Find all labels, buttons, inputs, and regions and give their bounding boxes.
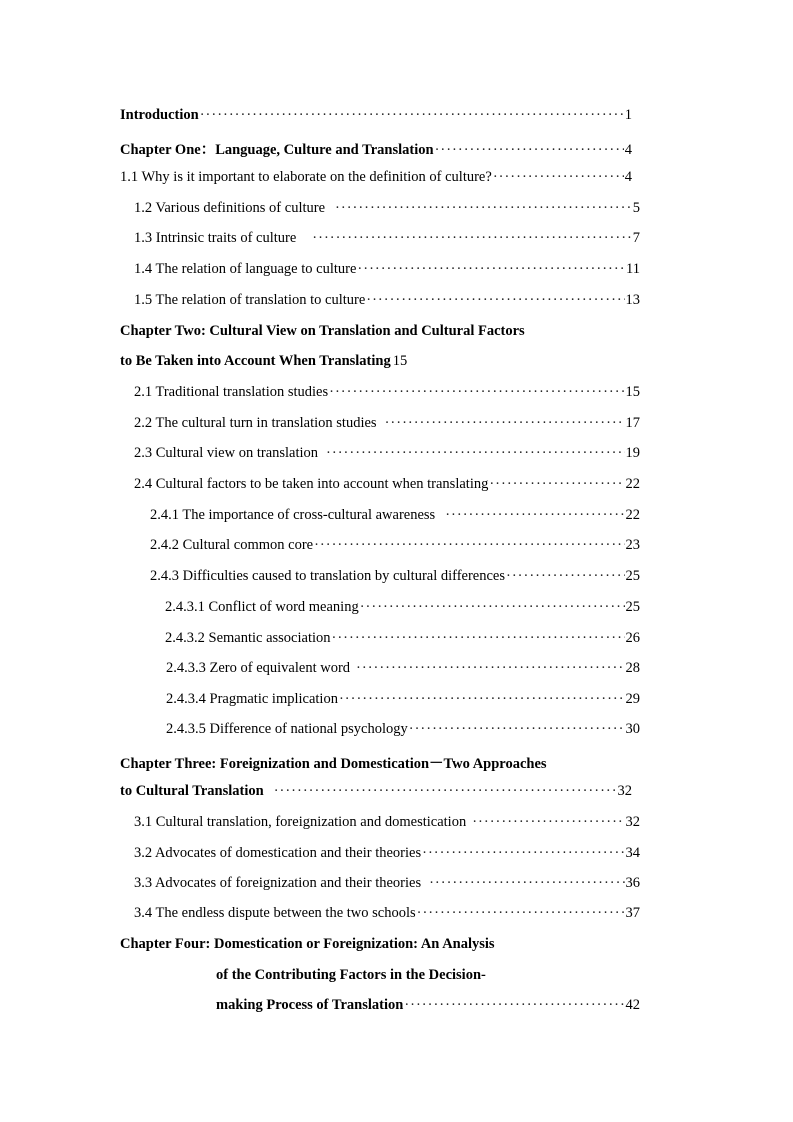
toc-entry-title: 2.4.1 The importance of cross-cultural awareness bbox=[150, 507, 436, 523]
toc-entry-title: 2.4.3.1 Conflict of word meaning bbox=[165, 599, 359, 615]
toc-entry-title: Chapter Three: Foreignization and Domestication－Two Approaches bbox=[120, 756, 547, 772]
toc-entry[interactable] bbox=[120, 353, 632, 375]
toc-entry[interactable] bbox=[134, 845, 640, 867]
dot-leader bbox=[417, 905, 625, 922]
toc-entry[interactable] bbox=[150, 507, 640, 529]
toc-entry[interactable] bbox=[120, 169, 632, 191]
toc-entry[interactable] bbox=[150, 568, 640, 590]
toc-entry-page: 30 bbox=[625, 721, 640, 737]
toc-entry[interactable] bbox=[120, 783, 632, 805]
dot-leader bbox=[429, 875, 624, 892]
toc-entry[interactable] bbox=[216, 997, 640, 1019]
toc-entry-page: 7 bbox=[632, 230, 640, 246]
toc-entry-title: 2.1 Traditional translation studies bbox=[134, 384, 329, 400]
toc-entry-page: 37 bbox=[625, 905, 640, 921]
toc-entry-title: 2.4.3.4 Pragmatic implication bbox=[166, 691, 338, 707]
toc-entry-title: 2.2 The cultural turn in translation studies bbox=[134, 415, 377, 431]
toc-entry[interactable] bbox=[134, 445, 640, 467]
toc-entry[interactable] bbox=[134, 814, 640, 836]
toc-entry-page: 32 bbox=[625, 814, 640, 830]
toc-entry-page: 15 bbox=[625, 384, 640, 400]
toc-entry-title: Chapter Four: Domestication or Foreignization: An Analysis bbox=[120, 936, 495, 952]
toc-entry[interactable] bbox=[120, 752, 632, 774]
toc-entry-page: 23 bbox=[625, 537, 640, 553]
toc-entry-page: 22 bbox=[625, 476, 640, 492]
toc-entry[interactable] bbox=[120, 138, 632, 160]
dot-leader bbox=[472, 814, 624, 831]
toc-entry-title: 3.1 Cultural translation, foreignization and domestication bbox=[134, 814, 467, 830]
toc-entry[interactable] bbox=[134, 292, 640, 314]
toc-entry-page: 32 bbox=[617, 783, 632, 799]
toc-entry-title: 2.3 Cultural view on translation bbox=[134, 445, 319, 461]
toc-entry[interactable] bbox=[165, 630, 640, 652]
dot-leader bbox=[385, 415, 625, 432]
dot-leader bbox=[314, 537, 624, 554]
dot-leader bbox=[274, 783, 617, 800]
toc-entry[interactable] bbox=[120, 107, 632, 129]
toc-entry-page: 15 bbox=[392, 353, 408, 369]
toc-entry-page: 17 bbox=[625, 415, 640, 431]
toc-entry[interactable] bbox=[134, 230, 640, 252]
toc-entry[interactable] bbox=[134, 200, 640, 222]
dot-leader bbox=[356, 660, 624, 677]
dot-leader bbox=[332, 630, 625, 647]
dot-leader bbox=[489, 476, 624, 493]
toc-entry[interactable] bbox=[120, 936, 632, 958]
toc-entry-title: to Cultural Translation bbox=[120, 783, 264, 799]
toc-entry-title: 2.4.3 Difficulties caused to translation by cultural differences bbox=[150, 568, 506, 584]
toc-entry-page: 19 bbox=[625, 445, 640, 461]
dot-leader bbox=[435, 142, 624, 159]
toc-entry-page: 4 bbox=[624, 169, 632, 185]
toc-entry-page: 13 bbox=[625, 292, 640, 308]
toc-entry-title: 2.4.2 Cultural common core bbox=[150, 537, 314, 553]
toc-entry[interactable] bbox=[134, 384, 640, 406]
toc-entry-title: 2.4.3.2 Semantic association bbox=[165, 630, 331, 646]
toc-entry-title: 2.4.3.3 Zero of equivalent word bbox=[166, 660, 351, 676]
toc-entry-page: 11 bbox=[626, 261, 640, 277]
toc-entry-page: 1 bbox=[624, 107, 632, 123]
dot-leader bbox=[357, 261, 625, 278]
toc-entry-page: 34 bbox=[625, 845, 640, 861]
toc-entry-title: making Process of Translation bbox=[216, 997, 404, 1013]
dot-leader bbox=[493, 169, 624, 186]
dot-leader bbox=[404, 997, 624, 1014]
toc-entry-page: 25 bbox=[625, 599, 640, 615]
toc-entry[interactable] bbox=[134, 476, 640, 498]
toc-entry-title: 3.3 Advocates of foreignization and their theories bbox=[134, 875, 422, 891]
toc-entry-title: 2.4 Cultural factors to be taken into account when translating bbox=[134, 476, 489, 492]
toc-entry-page: 4 bbox=[624, 142, 632, 158]
dot-leader bbox=[506, 568, 624, 585]
dot-leader bbox=[200, 107, 624, 124]
toc-entry[interactable] bbox=[216, 967, 640, 989]
dot-leader bbox=[335, 200, 632, 217]
dot-leader bbox=[360, 599, 625, 616]
dot-leader bbox=[326, 445, 624, 462]
toc-entry-page: 42 bbox=[625, 997, 640, 1013]
dot-leader bbox=[329, 384, 624, 401]
toc-entry-title: Introduction bbox=[120, 107, 199, 123]
toc-entry-title: 1.2 Various definitions of culture bbox=[134, 200, 326, 216]
toc-entry[interactable] bbox=[134, 875, 640, 897]
toc-entry-title: 3.2 Advocates of domestication and their theories bbox=[134, 845, 422, 861]
toc-entry-page: 26 bbox=[625, 630, 640, 646]
toc-entry[interactable] bbox=[150, 537, 640, 559]
toc-entry[interactable] bbox=[134, 415, 640, 437]
toc-entry[interactable] bbox=[165, 599, 640, 621]
toc-entry-title: of the Contributing Factors in the Decision- bbox=[216, 967, 486, 983]
toc-entry[interactable] bbox=[134, 261, 640, 283]
toc-entry-title: 1.5 The relation of translation to culture bbox=[134, 292, 366, 308]
toc-entry[interactable] bbox=[166, 691, 640, 713]
dot-leader bbox=[409, 721, 625, 738]
toc-entry-page: 25 bbox=[625, 568, 640, 584]
dot-leader bbox=[339, 691, 625, 708]
toc-entry-page: 36 bbox=[625, 875, 640, 891]
toc-entry-page: 5 bbox=[632, 200, 640, 216]
toc-entry-title: 2.4.3.5 Difference of national psychology bbox=[166, 721, 408, 737]
toc-entry[interactable] bbox=[134, 905, 640, 927]
toc-entry[interactable] bbox=[120, 323, 632, 345]
dot-leader bbox=[445, 507, 624, 524]
dot-leader bbox=[366, 292, 624, 309]
toc-entry-title: Chapter Two: Cultural View on Translation and Cultural Factors bbox=[120, 323, 525, 339]
toc-entry-title: 1.4 The relation of language to culture bbox=[134, 261, 357, 277]
toc-entry-title: 1.3 Intrinsic traits of culture bbox=[134, 230, 297, 246]
toc-entry-title: to Be Taken into Account When Translating bbox=[120, 353, 391, 369]
toc-entry-title: 1.1 Why is it important to elaborate on the definition of culture? bbox=[120, 169, 492, 185]
toc-entry-title: 3.4 The endless dispute between the two schools bbox=[134, 905, 416, 921]
toc-entry[interactable] bbox=[166, 660, 640, 682]
toc-entry[interactable] bbox=[166, 721, 640, 743]
toc-entry-page: 22 bbox=[625, 507, 640, 523]
dot-leader bbox=[422, 845, 624, 862]
dot-leader bbox=[312, 230, 631, 247]
toc-entry-page: 28 bbox=[625, 660, 640, 676]
toc-entry-page: 29 bbox=[625, 691, 640, 707]
toc-entry-title: Chapter One：Language, Culture and Translation bbox=[120, 142, 434, 158]
